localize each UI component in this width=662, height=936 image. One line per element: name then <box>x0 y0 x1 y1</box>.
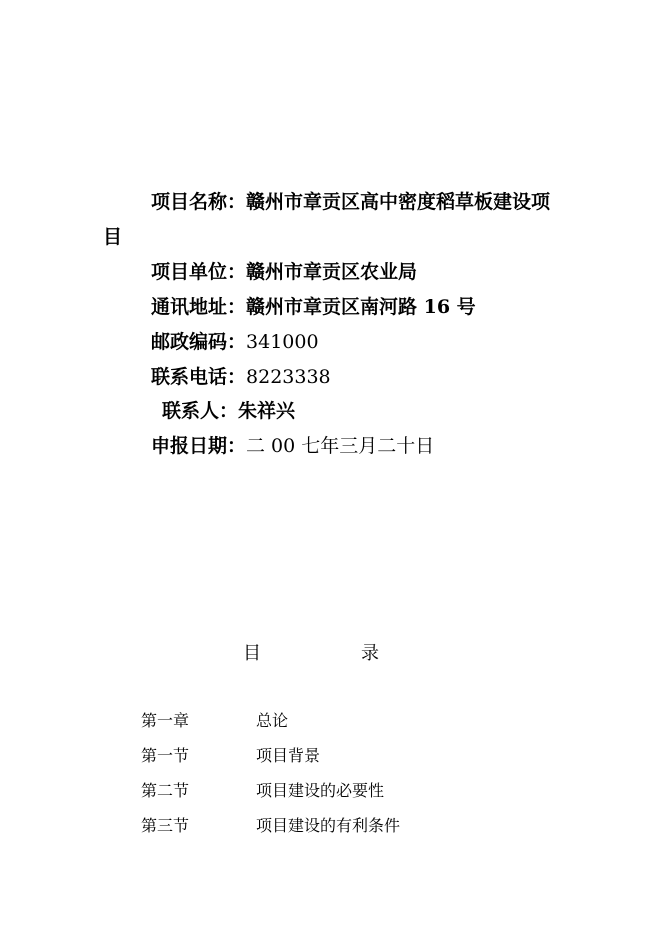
toc-title-left: 目 <box>243 643 261 664</box>
project-name-value: 赣州市章贡区高中密度稻草板建设项 <box>246 191 551 213</box>
toc-entry-number: 第一章 <box>141 711 190 730</box>
phone-line <box>151 365 331 389</box>
date-label: 申报日期： <box>151 435 247 457</box>
unit-value: 赣州市章贡区农业局 <box>246 261 418 283</box>
postcode-line <box>151 330 319 354</box>
toc-entry[interactable] <box>0 814 662 838</box>
project-name-label: 项目名称： <box>151 191 247 213</box>
project-name-line <box>151 190 550 214</box>
toc-entry-text: 项目建设的必要性 <box>256 781 385 800</box>
toc-entry[interactable] <box>0 709 662 733</box>
contact-value: 朱祥兴 <box>238 400 296 422</box>
toc-title-right: 录 <box>361 643 379 664</box>
toc-entry[interactable] <box>0 779 662 803</box>
phone-label: 联系电话： <box>151 366 247 388</box>
unit-label: 项目单位： <box>151 261 247 283</box>
toc-entry-text: 总论 <box>256 711 289 730</box>
contact-label: 联系人： <box>162 400 239 422</box>
toc-entry-number: 第一节 <box>141 746 190 765</box>
toc-entry-text: 项目背景 <box>256 746 321 765</box>
address-line <box>151 295 476 319</box>
contact-line <box>162 399 295 423</box>
toc-entry[interactable] <box>0 744 662 768</box>
date-value: 二 00 七年三月二十日 <box>246 435 435 457</box>
date-line <box>151 434 434 458</box>
postcode-value: 341000 <box>246 331 319 353</box>
postcode-label: 邮政编码： <box>151 331 247 353</box>
address-label: 通讯地址： <box>151 296 247 318</box>
toc-entry-text: 项目建设的有利条件 <box>256 816 401 835</box>
project-name-wrap: 目 <box>103 226 123 248</box>
toc-entry-number: 第二节 <box>141 781 190 800</box>
unit-line <box>151 260 417 284</box>
address-value: 赣州市章贡区南河路 16 号 <box>246 296 476 318</box>
toc-entry-number: 第三节 <box>141 816 190 835</box>
phone-value: 8223338 <box>246 366 331 388</box>
